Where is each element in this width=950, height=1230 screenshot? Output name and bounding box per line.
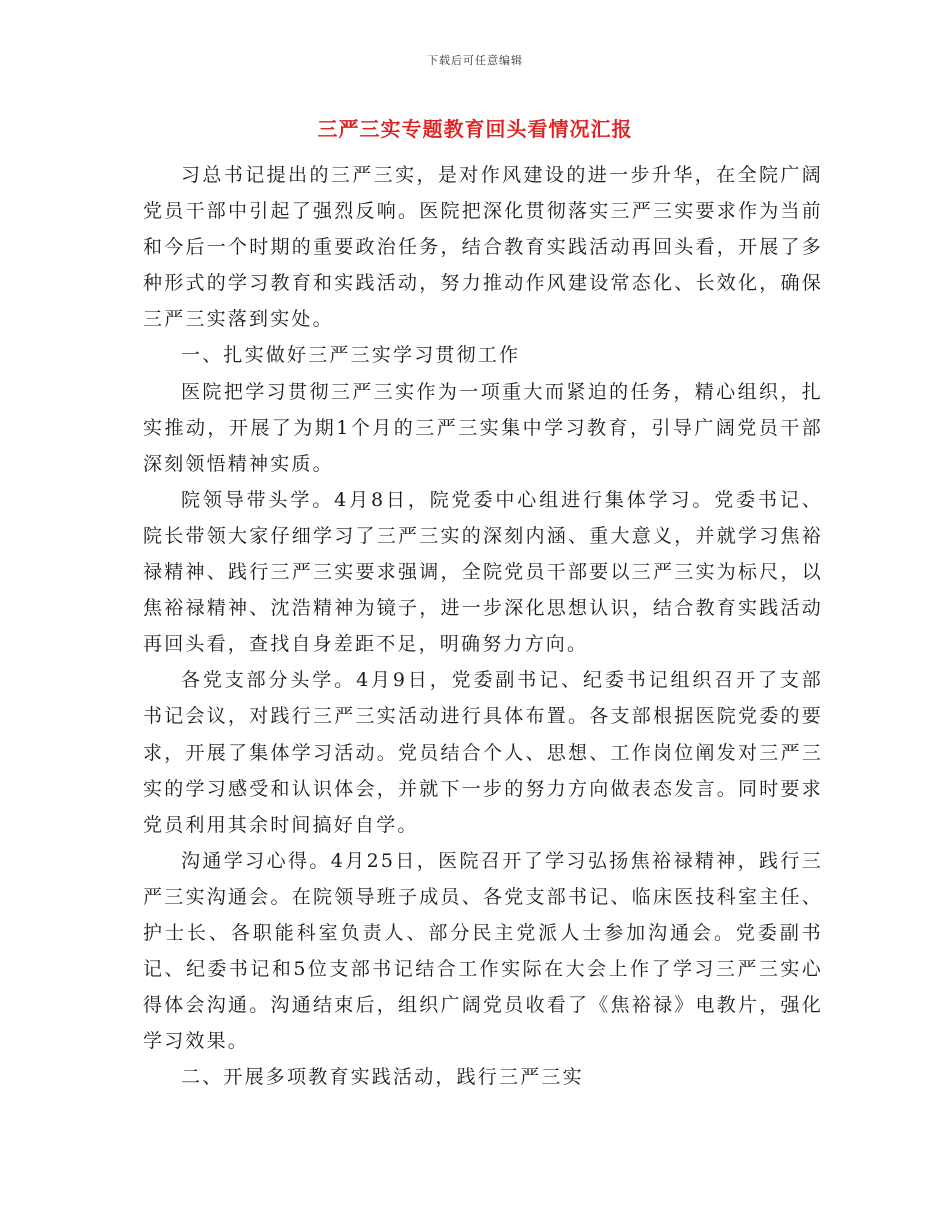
paragraph-study-overview: 医院把学习贯彻三严三实作为一项重大而紧迫的任务，精心组织，扎实推动，开展了为期1个月的三严三实集中学习教育，引导广阔党员干部深刻领悟精神实质。 — [143, 380, 823, 475]
paragraph-exchange: 沟通学习心得。4月25日，医院召开了学习弘扬焦裕禄精神，践行三严三实沟通会。在院领导班子成员、各党支部书记、临床医技科室主任、护士长、各职能科室负责人、部分民主党派人士参加沟通会。党委副书记、纪委书记和5位支部书记结合工作实际在大会上作了学习三严三实心得体会沟通。沟通结束后，组织广阔党员收看了《焦裕禄》电教片，强化学习效果。 — [143, 849, 823, 1053]
section-heading-1: 一、扎实做好三严三实学习贯彻工作 — [181, 344, 521, 367]
paragraph-intro: 习总书记提出的三严三实，是对作风建设的进一步升华，在全院广阔党员干部中引起了强烈反响。医院把深化贯彻落实三严三实要求作为当前和今后一个时期的重要政治任务，结合教育实践活动再回头看，开展了多种形式的学习教育和实践活动，努力推动作风建设常态化、长效化，确保三严三实落到实处。 — [143, 164, 823, 331]
paragraph-leaders-study: 院领导带头学。4月8日，院党委中心组进行集体学习。党委书记、院长带领大家仔细学习了三严三实的深刻内涵、重大意义，并就学习焦裕禄精神、践行三严三实要求强调，全院党员干部要以三严三实为标尺，以焦裕禄精神、沈浩精神为镜子，进一步深化思想认识，结合教育实践活动再回头看，查找自身差距不足，明确努力方向。 — [143, 488, 823, 656]
section-heading-2: 二、开展多项教育实践活动，践行三严三实 — [181, 1066, 584, 1089]
header-note: 下载后可任意编辑 — [427, 54, 523, 67]
paragraph-branches-study: 各党支部分头学。4月9日，党委副书记、纪委书记组织召开了支部书记会议，对践行三严三实活动进行具体布置。各支部根据医院党委的要求，开展了集体学习活动。党员结合个人、思想、工作岗位阐发对三严三实的学习感受和认识体会，并就下一步的努力方向做表态发言。同时要求党员利用其余时间搞好自学。 — [143, 669, 823, 836]
document-body — [143, 157, 823, 1095]
document-title: 三严三实专题教育回头看情况汇报 — [317, 117, 633, 141]
